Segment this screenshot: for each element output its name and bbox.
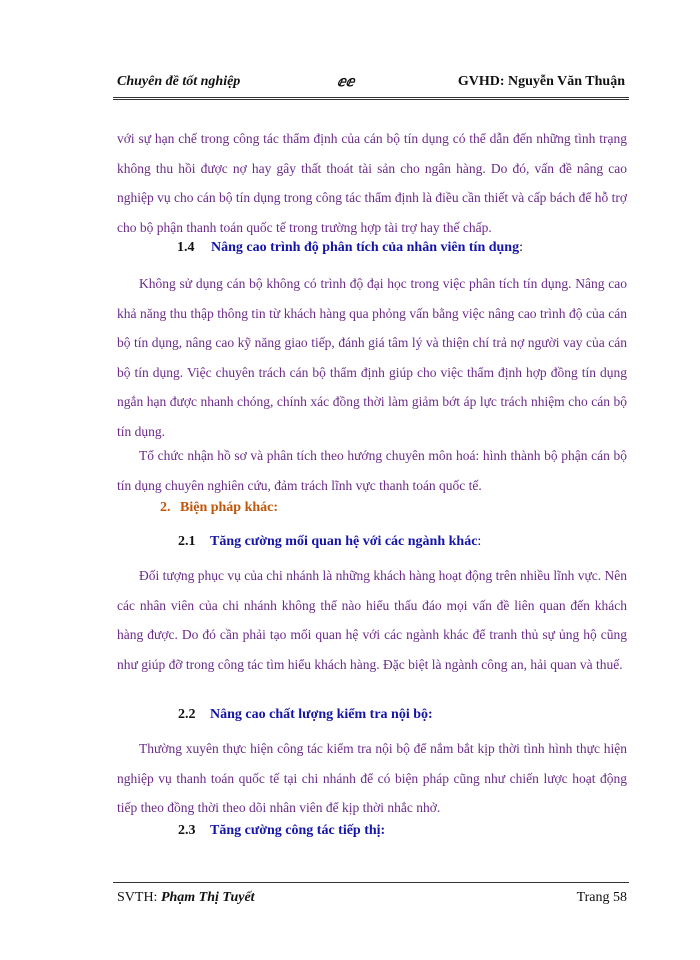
heading-colon: : [477, 534, 482, 549]
page-header [117, 70, 625, 94]
paragraph-intro: với sự hạn chế trong công tác thẩm định của cán bộ tín dụng có thể dẫn đến những tình trạng không thu hồi được nợ hay gây thất thoát tài sản cho ngân hàng. Do đó, vấn đề nâng cao nghiệp vụ cho cán bộ tín dụng trong công tác thẩm định là điều cần thiết và cấp bách để hỗ trợ cho bộ phận thanh toán quốc tế trong trường hợp tài trợ hay thế chấp. [117, 131, 627, 235]
paragraph-specialization: Tổ chức nhận hồ sơ và phân tích theo hướng chuyên môn hoá: hình thành bộ phận cán bộ tín dụng chuyên nghiên cứu, đảm trách lĩnh vực thanh toán quốc tế. [117, 448, 627, 493]
heading-2-3 [178, 823, 385, 839]
heading-title: Tăng cường công tác tiếp thị: [210, 823, 386, 838]
heading-title: Biện pháp khác: [180, 500, 279, 515]
footer-student-name: Phạm Thị Tuyết [160, 890, 255, 905]
footer-student [117, 890, 255, 906]
header-rule [113, 97, 629, 100]
footer-rule [113, 882, 629, 883]
paragraph-internal-audit: Thường xuyên thực hiện công tác kiểm tra nội bộ để nắm bắt kịp thời tình hình thực hiện nghiệp vụ thanh toán quốc tế tại chi nhánh để có biện pháp cũng như chiến lược hoạt động tiếp theo đồng thời theo dõi nhân viên để kịp thời nhắc nhở. [117, 741, 627, 816]
paragraph-relations: Đối tượng phục vụ của chi nhánh là những khách hàng hoạt động trên nhiều lĩnh vực. Nên các nhân viên của chi nhánh không thể nào hiểu thấu đáo mọi vấn đề liên quan đến khách hàng được. Do đó cần phải tạo mối quan hệ với các ngành khác để tranh thủ sự ủng hộ cũng như giúp đỡ trong công tác tìm hiểu khách hàng. Đặc biệt là ngành công an, hải quan và thuế. [117, 568, 627, 672]
heading-title: Nâng cao chất lượng kiểm tra nội bộ: [210, 707, 433, 722]
heading-number: 2.1 [178, 534, 196, 549]
heading-number: 2. [160, 500, 171, 515]
paragraph-credit-analysis: Không sử dụng cán bộ không có trình độ đại học trong việc phân tích tín dụng. Nâng cao khả năng thu thập thông tin từ khách hàng qua phỏng vấn bằng việc nâng cao trình độ của cán bộ tín dụng, nâng cao kỹ năng giao tiếp, đánh giá tâm lý và thiện chí trả nợ người vay của cán bộ tín dụng. Việc chuyên trách cán bộ thẩm định giúp cho việc thẩm định hợp đồng tín dụng ngắn hạn được nhanh chóng, chính xác đồng thời làm giảm bớt áp lực trách nhiệm cho cán bộ tín dụng. [117, 276, 627, 439]
heading-number: 2.3 [178, 823, 196, 838]
heading-2-2 [178, 707, 433, 723]
header-supervisor: GVHD: Nguyễn Văn Thuận [457, 74, 625, 89]
heading-number: 2.2 [178, 707, 196, 722]
page-footer [117, 890, 627, 910]
header-document-type: Chuyên đề tốt nghiệp [117, 74, 241, 89]
heading-title: Nâng cao trình độ phân tích của nhân viên tín dụng [211, 240, 520, 255]
heading-2-1 [178, 534, 481, 550]
footer-student-label: SVTH: [117, 890, 161, 905]
header-ornament: ⅇⅇ [337, 75, 355, 90]
heading-colon: : [519, 240, 523, 255]
heading-number: 1.4 [177, 240, 195, 255]
heading-title: Tăng cường mối quan hệ với các ngành khác [210, 534, 478, 549]
heading-1-4 [177, 240, 523, 256]
heading-2 [160, 500, 278, 516]
page-number: Trang 58 [576, 890, 627, 905]
